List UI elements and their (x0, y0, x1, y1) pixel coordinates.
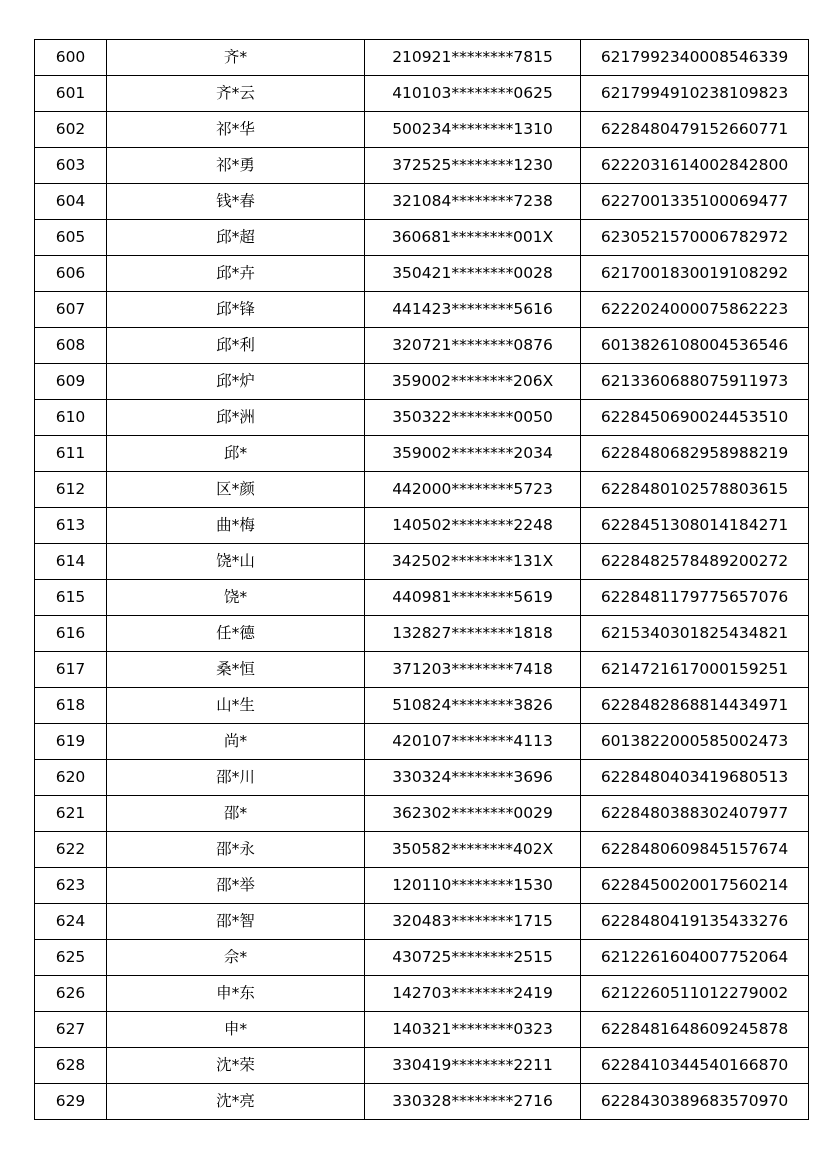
id-number-cell: 320721********0876 (365, 328, 581, 364)
account-number-cell: 6215340301825434821 (581, 616, 809, 652)
account-number-cell: 6228451308014184271 (581, 508, 809, 544)
name-cell: 邵*智 (107, 904, 365, 940)
account-number-cell: 6013826108004536546 (581, 328, 809, 364)
table-row (35, 40, 809, 76)
row-number-cell: 606 (35, 256, 107, 292)
row-number-cell: 607 (35, 292, 107, 328)
row-number-cell: 612 (35, 472, 107, 508)
account-number-cell: 6228430389683570970 (581, 1084, 809, 1120)
account-number-cell: 6213360688075911973 (581, 364, 809, 400)
table-row (35, 1084, 809, 1120)
table-row (35, 328, 809, 364)
table-row (35, 616, 809, 652)
name-cell: 祁*华 (107, 112, 365, 148)
table-row (35, 688, 809, 724)
row-number-cell: 611 (35, 436, 107, 472)
id-number-cell: 441423********5616 (365, 292, 581, 328)
row-number-cell: 602 (35, 112, 107, 148)
id-number-cell: 362302********0029 (365, 796, 581, 832)
table-row (35, 652, 809, 688)
name-cell: 沈*荣 (107, 1048, 365, 1084)
name-cell: 饶* (107, 580, 365, 616)
row-number-cell: 626 (35, 976, 107, 1012)
account-number-cell: 6217001830019108292 (581, 256, 809, 292)
table-row (35, 544, 809, 580)
table-row (35, 1048, 809, 1084)
row-number-cell: 621 (35, 796, 107, 832)
name-cell: 齐*云 (107, 76, 365, 112)
name-cell: 沈*亮 (107, 1084, 365, 1120)
id-number-cell: 359002********2034 (365, 436, 581, 472)
row-number-cell: 610 (35, 400, 107, 436)
account-number-cell: 6228480388302407977 (581, 796, 809, 832)
row-number-cell: 601 (35, 76, 107, 112)
row-number-cell: 622 (35, 832, 107, 868)
row-number-cell: 616 (35, 616, 107, 652)
name-cell: 申* (107, 1012, 365, 1048)
id-number-cell: 350582********402X (365, 832, 581, 868)
id-number-cell: 500234********1310 (365, 112, 581, 148)
row-number-cell: 623 (35, 868, 107, 904)
table-row (35, 976, 809, 1012)
name-cell: 邵*举 (107, 868, 365, 904)
id-number-cell: 410103********0625 (365, 76, 581, 112)
table-row (35, 292, 809, 328)
table-row (35, 940, 809, 976)
account-number-cell: 6228482868814434971 (581, 688, 809, 724)
table-row (35, 760, 809, 796)
account-number-cell: 6214721617000159251 (581, 652, 809, 688)
name-cell: 尚* (107, 724, 365, 760)
id-number-cell: 510824********3826 (365, 688, 581, 724)
table-row (35, 724, 809, 760)
name-cell: 山*生 (107, 688, 365, 724)
account-number-cell: 6230521570006782972 (581, 220, 809, 256)
row-number-cell: 605 (35, 220, 107, 256)
name-cell: 任*德 (107, 616, 365, 652)
account-number-cell: 6228481648609245878 (581, 1012, 809, 1048)
id-number-cell: 430725********2515 (365, 940, 581, 976)
id-number-cell: 420107********4113 (365, 724, 581, 760)
table-row (35, 508, 809, 544)
table-row (35, 256, 809, 292)
row-number-cell: 628 (35, 1048, 107, 1084)
table-row (35, 112, 809, 148)
account-number-cell: 6228480419135433276 (581, 904, 809, 940)
table-row (35, 472, 809, 508)
row-number-cell: 604 (35, 184, 107, 220)
account-number-cell: 6228480609845157674 (581, 832, 809, 868)
account-number-cell: 6222031614002842800 (581, 148, 809, 184)
account-number-cell: 6228410344540166870 (581, 1048, 809, 1084)
row-number-cell: 627 (35, 1012, 107, 1048)
id-number-cell: 350421********0028 (365, 256, 581, 292)
name-cell: 申*东 (107, 976, 365, 1012)
table-row (35, 148, 809, 184)
name-cell: 齐* (107, 40, 365, 76)
id-number-cell: 330419********2211 (365, 1048, 581, 1084)
id-number-cell: 321084********7238 (365, 184, 581, 220)
row-number-cell: 620 (35, 760, 107, 796)
row-number-cell: 614 (35, 544, 107, 580)
id-number-cell: 140321********0323 (365, 1012, 581, 1048)
row-number-cell: 608 (35, 328, 107, 364)
name-cell: 邱*卉 (107, 256, 365, 292)
name-cell: 祁*勇 (107, 148, 365, 184)
account-number-cell: 6217994910238109823 (581, 76, 809, 112)
table-row (35, 220, 809, 256)
account-number-cell: 6228480403419680513 (581, 760, 809, 796)
name-cell: 邵* (107, 796, 365, 832)
table-row (35, 436, 809, 472)
id-number-cell: 142703********2419 (365, 976, 581, 1012)
name-cell: 桑*恒 (107, 652, 365, 688)
id-number-cell: 132827********1818 (365, 616, 581, 652)
row-number-cell: 603 (35, 148, 107, 184)
row-number-cell: 613 (35, 508, 107, 544)
roster-table (34, 39, 809, 1120)
id-number-cell: 442000********5723 (365, 472, 581, 508)
name-cell: 邵*川 (107, 760, 365, 796)
name-cell: 邱*超 (107, 220, 365, 256)
name-cell: 邱*利 (107, 328, 365, 364)
id-number-cell: 330324********3696 (365, 760, 581, 796)
account-number-cell: 6212261604007752064 (581, 940, 809, 976)
account-number-cell: 6228482578489200272 (581, 544, 809, 580)
id-number-cell: 140502********2248 (365, 508, 581, 544)
id-number-cell: 360681********001X (365, 220, 581, 256)
account-number-cell: 6228480102578803615 (581, 472, 809, 508)
table-row (35, 364, 809, 400)
row-number-cell: 618 (35, 688, 107, 724)
account-number-cell: 6013822000585002473 (581, 724, 809, 760)
table-row (35, 796, 809, 832)
account-number-cell: 6212260511012279002 (581, 976, 809, 1012)
table-row (35, 400, 809, 436)
id-number-cell: 330328********2716 (365, 1084, 581, 1120)
account-number-cell: 6222024000075862223 (581, 292, 809, 328)
account-number-cell: 6228450020017560214 (581, 868, 809, 904)
account-number-cell: 6217992340008546339 (581, 40, 809, 76)
name-cell: 邱*洲 (107, 400, 365, 436)
id-number-cell: 440981********5619 (365, 580, 581, 616)
name-cell: 钱*春 (107, 184, 365, 220)
name-cell: 邱*锋 (107, 292, 365, 328)
table-row (35, 868, 809, 904)
table-row (35, 1012, 809, 1048)
roster-body (35, 40, 809, 1120)
account-number-cell: 6228481179775657076 (581, 580, 809, 616)
row-number-cell: 617 (35, 652, 107, 688)
row-number-cell: 619 (35, 724, 107, 760)
name-cell: 饶*山 (107, 544, 365, 580)
id-number-cell: 350322********0050 (365, 400, 581, 436)
name-cell: 区*颜 (107, 472, 365, 508)
name-cell: 邱*炉 (107, 364, 365, 400)
id-number-cell: 359002********206X (365, 364, 581, 400)
row-number-cell: 629 (35, 1084, 107, 1120)
table-row (35, 904, 809, 940)
table-row (35, 580, 809, 616)
account-number-cell: 6227001335100069477 (581, 184, 809, 220)
name-cell: 邱* (107, 436, 365, 472)
row-number-cell: 625 (35, 940, 107, 976)
account-number-cell: 6228480479152660771 (581, 112, 809, 148)
id-number-cell: 120110********1530 (365, 868, 581, 904)
table-row (35, 76, 809, 112)
account-number-cell: 6228480682958988219 (581, 436, 809, 472)
table-row (35, 832, 809, 868)
table-row (35, 184, 809, 220)
row-number-cell: 600 (35, 40, 107, 76)
row-number-cell: 615 (35, 580, 107, 616)
id-number-cell: 342502********131X (365, 544, 581, 580)
account-number-cell: 6228450690024453510 (581, 400, 809, 436)
id-number-cell: 371203********7418 (365, 652, 581, 688)
name-cell: 佘* (107, 940, 365, 976)
name-cell: 邵*永 (107, 832, 365, 868)
id-number-cell: 372525********1230 (365, 148, 581, 184)
row-number-cell: 624 (35, 904, 107, 940)
name-cell: 曲*梅 (107, 508, 365, 544)
id-number-cell: 210921********7815 (365, 40, 581, 76)
row-number-cell: 609 (35, 364, 107, 400)
id-number-cell: 320483********1715 (365, 904, 581, 940)
